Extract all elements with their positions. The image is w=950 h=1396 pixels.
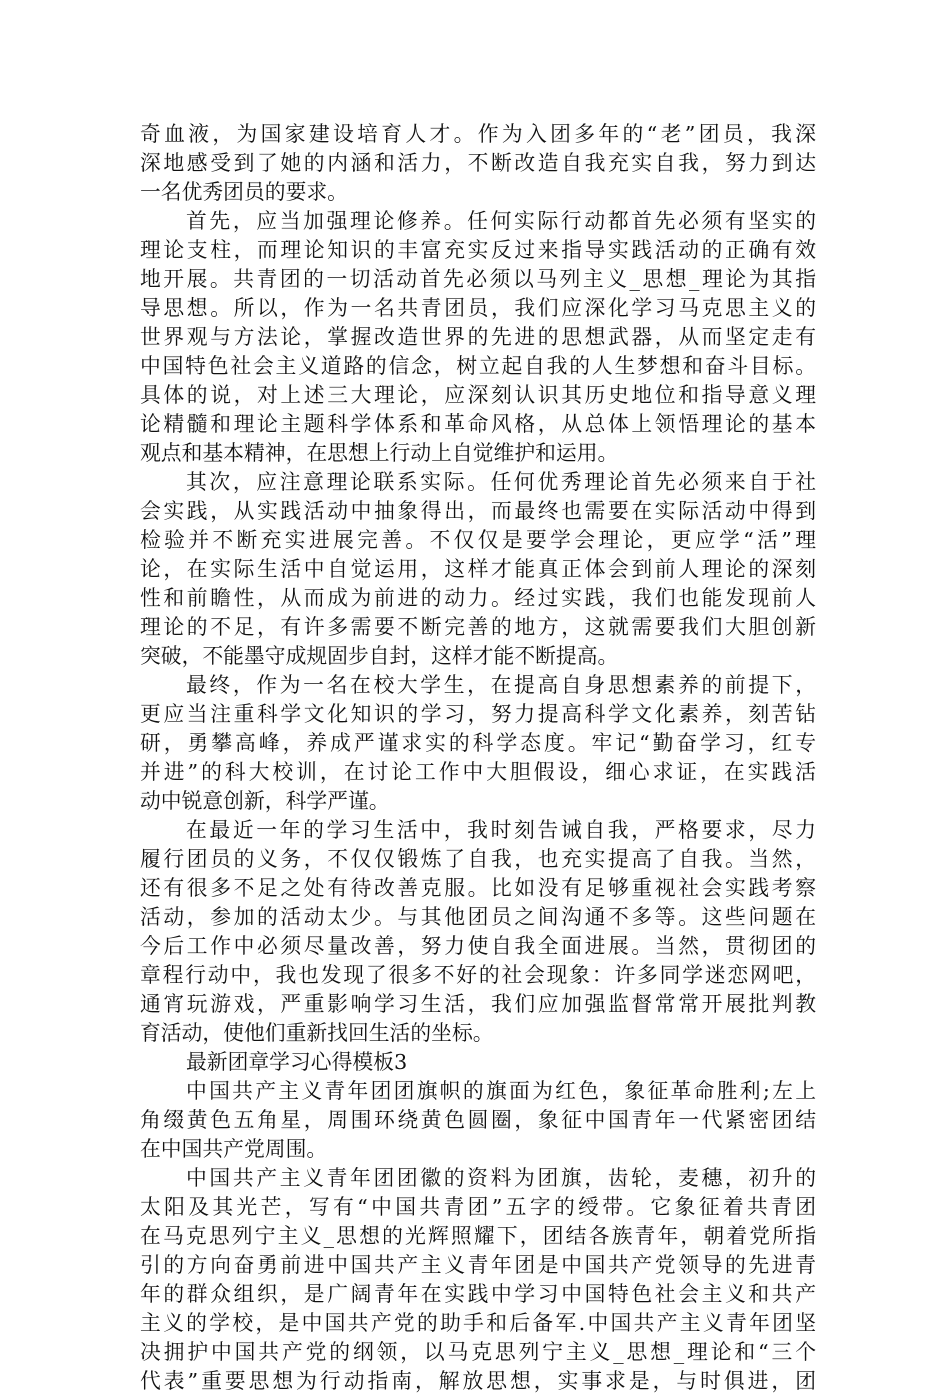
text-line: 最终，作为一名在校大学生，在提高自身思想素养的前提下， bbox=[186, 673, 816, 697]
text-line: 年的群众组织，是广阔青年在实践中学习中国特色社会主义和共产 bbox=[140, 1282, 816, 1306]
text-line: 观点和基本精神，在思想上行动上自觉维护和运用。 bbox=[140, 441, 619, 465]
text-line: 其次，应注意理论联系实际。任何优秀理论首先必须来自于社 bbox=[186, 470, 816, 494]
text-line: 研，勇攀高峰，养成严谨求实的科学态度。牢记“勤奋学习，红专 bbox=[140, 731, 816, 755]
text-line: 通宵玩游戏，严重影响学习生活，我们应加强监督常常开展批判教 bbox=[140, 992, 816, 1016]
text-line: 动中锐意创新，科学严谨。 bbox=[140, 789, 390, 813]
text-line: 代表”重要思想为行动指南，解放思想，实事求是，与时俱进，团 bbox=[140, 1369, 816, 1393]
text-line: 并进”的科大校训，在讨论工作中大胆假设，细心求证，在实践活 bbox=[140, 760, 816, 784]
text-line: 在最近一年的学习生活中，我时刻告诫自我，严格要求，尽力 bbox=[186, 818, 816, 842]
text-line: 中国共产主义青年团团旗帜的旗面为红色，象征革命胜利;左上 bbox=[186, 1079, 816, 1103]
text-line: 角缀黄色五角星，周围环绕黄色圆圈，象征中国青年一代紧密团结 bbox=[140, 1108, 816, 1132]
text-line: 检验并不断充实进展完善。不仅仅是要学会理论，更应学“活”理 bbox=[140, 528, 816, 552]
text-line: 更应当注重科学文化知识的学习，努力提高科学文化素养，刻苦钻 bbox=[140, 702, 816, 726]
text-line: 决拥护中国共产党的纲领，以马克思列宁主义_思想_理论和“三个 bbox=[140, 1340, 816, 1364]
text-line: 具体的说，对上述三大理论，应深刻认识其历史地位和指导意义理 bbox=[140, 383, 816, 407]
text-line: 在中国共产党周围。 bbox=[140, 1137, 328, 1161]
text-line: 今后工作中必须尽量改善，努力使自我全面进展。当然，贯彻团的 bbox=[140, 934, 816, 958]
text-line: 太阳及其光芒，写有“中国共青团”五字的绶带。它象征着共青团 bbox=[140, 1195, 816, 1219]
text-line: 理论支柱，而理论知识的丰富充实反过来指导实践活动的正确有效 bbox=[140, 238, 816, 262]
text-line: 世界观与方法论，掌握改造世界的先进的思想武器，从而坚定走有 bbox=[140, 325, 816, 349]
text-line: 首先，应当加强理论修养。任何实际行动都首先必须有坚实的 bbox=[186, 209, 816, 233]
text-line: 性和前瞻性，从而成为前进的动力。经过实践，我们也能发现前人 bbox=[140, 586, 816, 610]
text-line: 中国共产主义青年团团徽的资料为团旗，齿轮，麦穗，初升的 bbox=[186, 1166, 816, 1190]
text-line: 最新团章学习心得模板3 bbox=[186, 1050, 408, 1074]
text-line: 深地感受到了她的内涵和活力，不断改造自我充实自我，努力到达 bbox=[140, 151, 816, 175]
text-line: 引的方向奋勇前进中国共产主义青年团是中国共产党领导的先进青 bbox=[140, 1253, 816, 1277]
text-line: 履行团员的义务，不仅仅锻炼了自我，也充实提高了自我。当然， bbox=[140, 847, 816, 871]
text-line: 还有很多不足之处有待改善克服。比如没有足够重视社会实践考察 bbox=[140, 876, 816, 900]
text-line: 突破，不能墨守成规固步自封，这样才能不断提高。 bbox=[140, 644, 619, 668]
text-line: 章程行动中，我也发现了很多不好的社会现象：许多同学迷恋网吧， bbox=[140, 963, 816, 987]
text-line: 导思想。所以，作为一名共青团员，我们应深化学习马克思主义的 bbox=[140, 296, 816, 320]
text-line: 育活动，使他们重新找回生活的坐标。 bbox=[140, 1021, 494, 1045]
text-line: 会实践，从实践活动中抽象得出，而最终也需要在实际活动中得到 bbox=[140, 499, 816, 523]
text-line: 活动，参加的活动太少。与其他团员之间沟通不多等。这些问题在 bbox=[140, 905, 816, 929]
text-line: 理论的不足，有许多需要不断完善的地方，这就需要我们大胆创新 bbox=[140, 615, 816, 639]
text-line: 中国特色社会主义道路的信念，树立起自我的人生梦想和奋斗目标。 bbox=[140, 354, 816, 378]
text-line: 在马克思列宁主义_思想的光辉照耀下，团结各族青年，朝着党所指 bbox=[140, 1224, 816, 1248]
text-line: 主义的学校，是中国共产党的助手和后备军.中国共产主义青年团坚 bbox=[140, 1311, 816, 1335]
text-line: 论精髓和理论主题科学体系和革命风格，从总体上领悟理论的基本 bbox=[140, 412, 816, 436]
text-line: 论，在实际生活中自觉运用，这样才能真正体会到前人理论的深刻 bbox=[140, 557, 816, 581]
text-line: 一名优秀团员的要求。 bbox=[140, 180, 348, 204]
document-page bbox=[140, 120, 816, 1396]
text-line: 地开展。共青团的一切活动首先必须以马列主义_思想_理论为其指 bbox=[140, 267, 816, 291]
text-line: 奇血液，为国家建设培育人才。作为入团多年的“老”团员，我深 bbox=[140, 122, 816, 146]
